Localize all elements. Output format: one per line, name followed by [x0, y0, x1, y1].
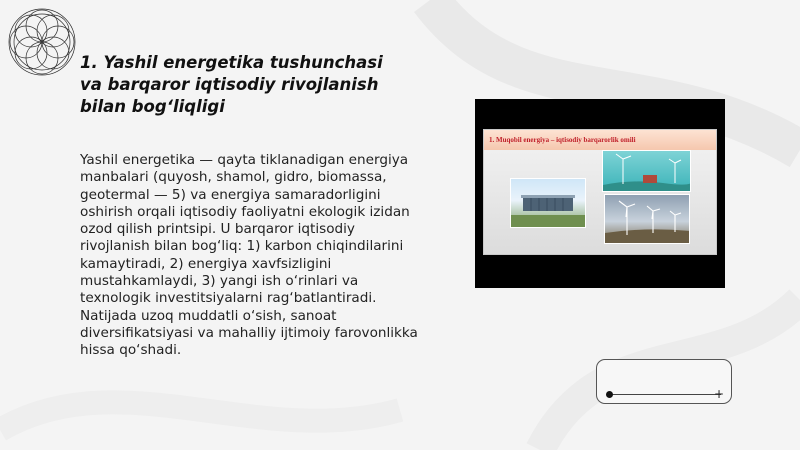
slide-title: 1. Yashil energetika tushunchasi va barqaror iqtisodiy rivojlanish bilan bog‘liqligi [80, 53, 383, 116]
progress-track[interactable] [609, 394, 721, 395]
solar-plant-photo [510, 178, 586, 228]
video-frame[interactable] [475, 99, 725, 288]
play-position-icon[interactable] [606, 391, 613, 398]
ornament-logo-icon [4, 4, 80, 80]
solar-plant-illustration [511, 179, 586, 228]
video-slide-preview [483, 129, 717, 255]
wind-farm-illustration [605, 195, 690, 244]
video-slide-heading-text: 1. Muqobil energiya – iqtisodiy barqarorlik omili [489, 136, 636, 144]
video-slide-heading [484, 130, 716, 150]
track-end-marker: + [714, 387, 725, 401]
media-player-control[interactable] [596, 359, 732, 404]
slide-body-text: Yashil energetika — qayta tiklanadigan energiya manbalari (quyosh, shamol, gidro, biomassa, geotermal — 5) va energiya samaradorligini oshirish orqali iqtisodiy faoliyatni ekologik izidan ozod qilish printsipi. U barqaror iqtisodiy rivojlanish bilan bog‘liq: 1) karbon chiqindilarini kamaytiradi, 2) energiya xavfsizligini mustahkamlaydi, 3) yangi ish o‘rinlari va texnologik investitsiyalarni rag‘batlantiradi. Natijada uzoq muddatli o‘sish, sanoat diversifikatsiyasi va mahalliy ijtimoiy farovonlikka hissa qo‘shadi. [80, 152, 418, 359]
wind-turbine-illustration [603, 151, 691, 192]
wind-farm-photo [604, 194, 690, 244]
wind-turbine-photo [602, 150, 691, 192]
